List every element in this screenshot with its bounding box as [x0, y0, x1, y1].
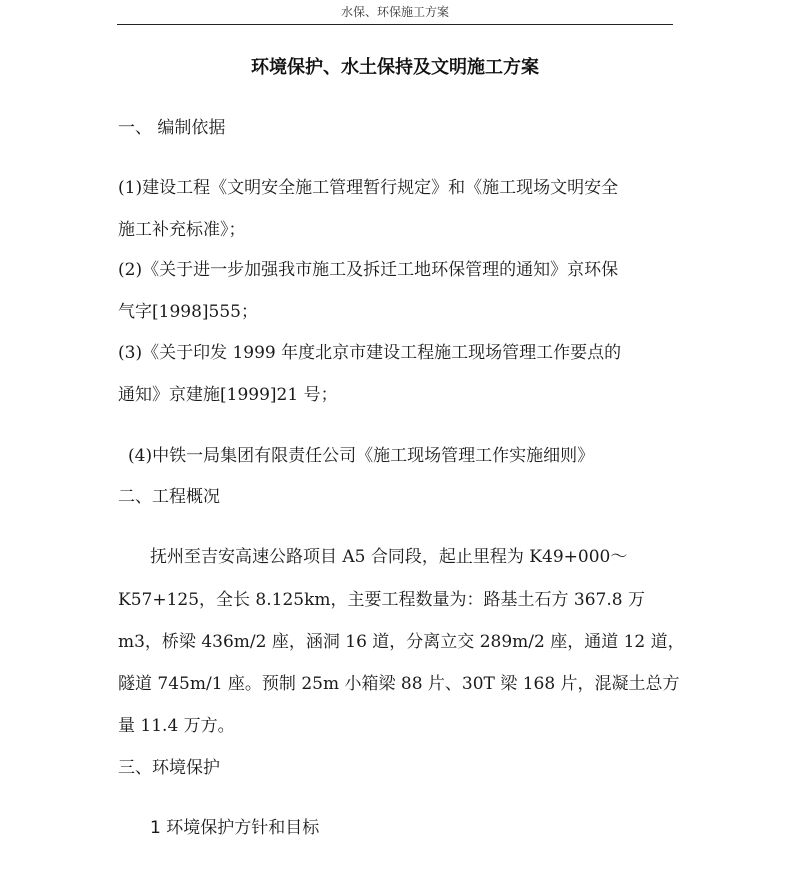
- overview-line-2: K57+125，全长 8.125km，主要工程数量为：路基土石方 367.8 万: [118, 590, 645, 610]
- overview-line-3: m3，桥梁 436m/2 座，涵洞 16 道，分离立交 289m/2 座，通道 12 道，: [118, 632, 685, 652]
- header-rule: [117, 24, 673, 25]
- basis-item-4: (4)中铁一局集团有限责任公司《施工现场管理工作实施细则》: [128, 446, 595, 466]
- basis-item-3-line-1: (3)《关于印发 1999 年度北京市建设工程施工现场管理工作要点的: [118, 343, 622, 363]
- subsection-heading-policy-goals: 1 环境保护方针和目标: [150, 818, 320, 838]
- overview-line-1: 抚州至吉安高速公路项目 A5 合同段，起止里程为 K49+000～: [150, 547, 628, 567]
- overview-line-4: 隧道 745m/1 座。预制 25m 小箱梁 88 片、30T 梁 168 片，混凝土总方: [118, 674, 680, 694]
- document-title: 环境保护、水土保持及文明施工方案: [251, 57, 539, 78]
- overview-line-5: 量 11.4 万方。: [118, 716, 235, 736]
- basis-item-2-line-2: 气字[1998]555；: [118, 302, 258, 322]
- basis-item-1-line-1: (1)建设工程《文明安全施工管理暂行规定》和《施工现场文明安全: [118, 178, 619, 198]
- running-header: 水保、环保施工方案: [340, 5, 449, 19]
- section-heading-basis: 一、 编制依据: [118, 118, 226, 138]
- section-heading-environment: 三、环境保护: [118, 758, 220, 778]
- basis-item-1-line-2: 施工补充标准》；: [118, 220, 246, 240]
- section-heading-overview: 二、工程概况: [118, 487, 220, 507]
- basis-item-3-line-2: 通知》京建施[1999]21 号；: [118, 385, 338, 405]
- basis-item-2-line-1: (2)《关于进一步加强我市施工及拆迁工地环保管理的通知》京环保: [118, 260, 619, 280]
